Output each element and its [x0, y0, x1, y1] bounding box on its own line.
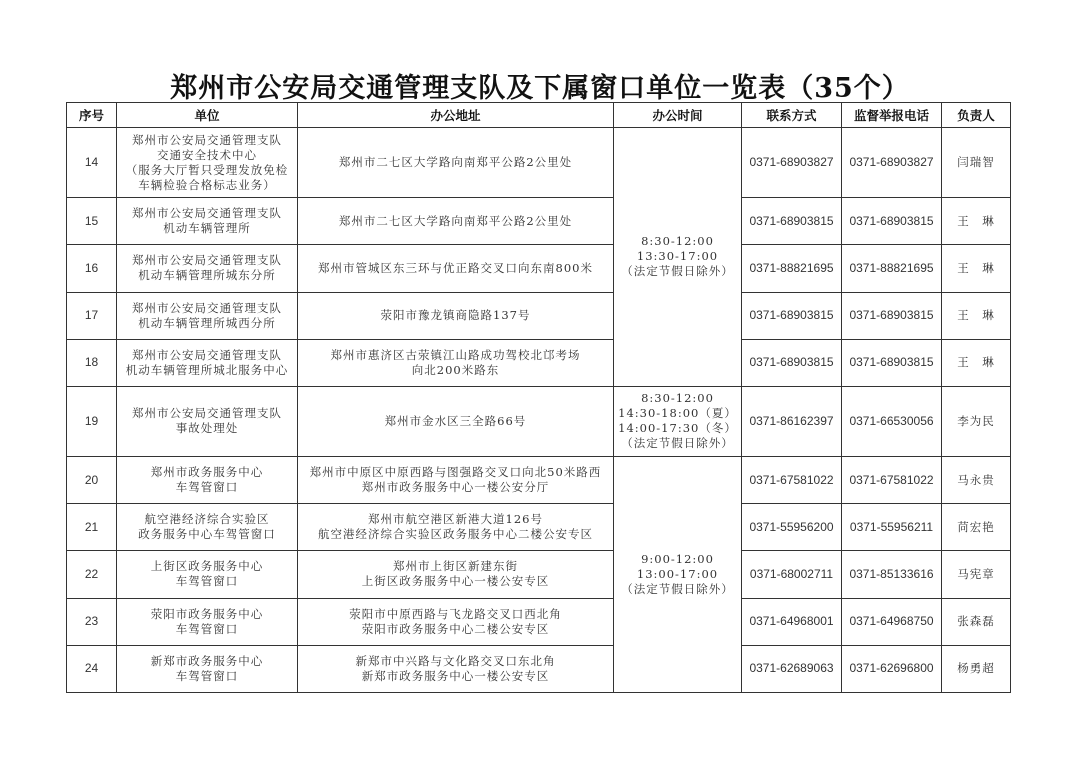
unit-cell: 郑州市公安局交通管理支队 事故处理处: [117, 386, 298, 456]
person-cell: 王 琳: [942, 245, 1011, 292]
unit-cell: 郑州市公安局交通管理支队 机动车辆管理所: [117, 198, 298, 245]
address-cell: 荥阳市豫龙镇商隐路137号: [298, 292, 614, 339]
seq-cell: 19: [67, 386, 117, 456]
report-cell: 0371-68903815: [842, 292, 942, 339]
unit-cell: 上街区政务服务中心 车驾管窗口: [117, 551, 298, 598]
person-cell: 张森磊: [942, 598, 1011, 645]
header-row: [67, 103, 1011, 128]
address-cell: 郑州市二七区大学路向南郑平公路2公里处: [298, 198, 614, 245]
person-cell: 马永贵: [942, 457, 1011, 504]
seq-cell: 24: [67, 645, 117, 692]
header-hours: 办公时间: [614, 103, 742, 128]
contact-cell: 0371-64968001: [742, 598, 842, 645]
contact-cell: 0371-68903815: [742, 292, 842, 339]
table-row: [67, 198, 1011, 245]
address-cell: 郑州市二七区大学路向南郑平公路2公里处: [298, 128, 614, 198]
person-cell: 王 琳: [942, 339, 1011, 386]
unit-cell: 郑州市公安局交通管理支队 机动车辆管理所城东分所: [117, 245, 298, 292]
address-cell: 郑州市金水区三全路66号: [298, 386, 614, 456]
unit-cell: 郑州市公安局交通管理支队 交通安全技术中心 （服务大厅暂只受理发放免检 车辆检验合格标志业务）: [117, 128, 298, 198]
seq-cell: 14: [67, 128, 117, 198]
report-cell: 0371-68903827: [842, 128, 942, 198]
header-person: 负责人: [942, 103, 1011, 128]
address-cell: 荥阳市中原西路与飞龙路交叉口西北角 荥阳市政务服务中心二楼公安专区: [298, 598, 614, 645]
person-cell: 苘宏艳: [942, 504, 1011, 551]
table-row: [67, 457, 1011, 504]
address-cell: 郑州市上街区新建东街 上街区政务服务中心一楼公安专区: [298, 551, 614, 598]
table-row: [67, 245, 1011, 292]
header-unit: 单位: [117, 103, 298, 128]
header-seq: 序号: [67, 103, 117, 128]
person-cell: 杨勇超: [942, 645, 1011, 692]
header-report: 监督举报电话: [842, 103, 942, 128]
seq-cell: 15: [67, 198, 117, 245]
contact-cell: 0371-68903815: [742, 339, 842, 386]
unit-cell: 郑州市公安局交通管理支队 机动车辆管理所城西分所: [117, 292, 298, 339]
address-cell: 新郑市中兴路与文化路交叉口东北角 新郑市政务服务中心一楼公安专区: [298, 645, 614, 692]
seq-cell: 16: [67, 245, 117, 292]
address-cell: 郑州市航空港区新港大道126号 航空港经济综合实验区政务服务中心二楼公安专区: [298, 504, 614, 551]
address-cell: 郑州市中原区中原西路与图强路交叉口向北50米路西 郑州市政务服务中心一楼公安分厅: [298, 457, 614, 504]
report-cell: 0371-85133616: [842, 551, 942, 598]
page-title: 郑州市公安局交通管理支队及下属窗口单位一览表（35个）: [170, 73, 910, 104]
table-row: [67, 128, 1011, 198]
report-cell: 0371-67581022: [842, 457, 942, 504]
unit-cell: 航空港经济综合实验区 政务服务中心车驾管窗口: [117, 504, 298, 551]
report-cell: 0371-55956211: [842, 504, 942, 551]
report-cell: 0371-68903815: [842, 339, 942, 386]
contact-cell: 0371-68903827: [742, 128, 842, 198]
contact-cell: 0371-88821695: [742, 245, 842, 292]
report-cell: 0371-66530056: [842, 386, 942, 456]
contact-cell: 0371-62689063: [742, 645, 842, 692]
person-cell: 王 琳: [942, 292, 1011, 339]
table-row: [67, 645, 1011, 692]
table-row: [67, 339, 1011, 386]
report-cell: 0371-62696800: [842, 645, 942, 692]
table-row: [67, 386, 1011, 456]
unit-cell: 新郑市政务服务中心 车驾管窗口: [117, 645, 298, 692]
unit-cell: 郑州市政务服务中心 车驾管窗口: [117, 457, 298, 504]
person-cell: 李为民: [942, 386, 1011, 456]
contact-cell: 0371-68002711: [742, 551, 842, 598]
seq-cell: 22: [67, 551, 117, 598]
hours-cell: 9:00-12:00 13:00-17:00 （法定节假日除外）: [614, 457, 742, 693]
table-row: [67, 292, 1011, 339]
contact-cell: 0371-55956200: [742, 504, 842, 551]
units-table: [66, 102, 1011, 693]
table-row: [67, 504, 1011, 551]
header-contact: 联系方式: [742, 103, 842, 128]
contact-cell: 0371-67581022: [742, 457, 842, 504]
contact-cell: 0371-68903815: [742, 198, 842, 245]
header-address: 办公地址: [298, 103, 614, 128]
person-cell: 马宪章: [942, 551, 1011, 598]
unit-cell: 荥阳市政务服务中心 车驾管窗口: [117, 598, 298, 645]
report-cell: 0371-68903815: [842, 198, 942, 245]
contact-cell: 0371-86162397: [742, 386, 842, 456]
seq-cell: 23: [67, 598, 117, 645]
unit-cell: 郑州市公安局交通管理支队 机动车辆管理所城北服务中心: [117, 339, 298, 386]
person-cell: 王 琳: [942, 198, 1011, 245]
report-cell: 0371-64968750: [842, 598, 942, 645]
person-cell: 闫瑞智: [942, 128, 1011, 198]
hours-cell: 8:30-12:00 13:30-17:00 （法定节假日除外）: [614, 128, 742, 387]
seq-cell: 20: [67, 457, 117, 504]
address-cell: 郑州市惠济区古荥镇江山路成功驾校北邙考场 向北200米路东: [298, 339, 614, 386]
seq-cell: 21: [67, 504, 117, 551]
address-cell: 郑州市管城区东三环与优正路交叉口向东南800米: [298, 245, 614, 292]
report-cell: 0371-88821695: [842, 245, 942, 292]
table-row: [67, 551, 1011, 598]
seq-cell: 18: [67, 339, 117, 386]
hours-cell: 8:30-12:00 14:30-18:00（夏） 14:00-17:30（冬） （法定节假日除外）: [614, 386, 742, 456]
seq-cell: 17: [67, 292, 117, 339]
table-row: [67, 598, 1011, 645]
